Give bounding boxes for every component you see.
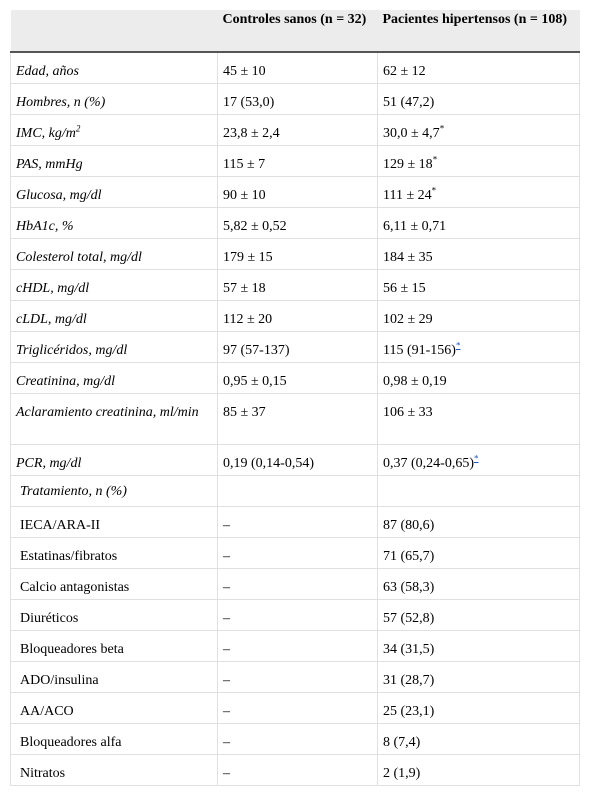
controls-value: 85 ± 37 bbox=[218, 393, 378, 444]
row-label: Aclaramiento creatinina, ml/min bbox=[11, 393, 218, 444]
clinical-characteristics-table bbox=[10, 10, 580, 786]
controls-value: 0,19 (0,14-0,54) bbox=[218, 444, 378, 475]
significance-marker: * bbox=[439, 122, 445, 133]
row-label: PAS, mmHg bbox=[11, 145, 218, 176]
row-label: Triglicéridos, mg/dl bbox=[11, 331, 218, 362]
table-row bbox=[11, 300, 580, 331]
table-header-row bbox=[11, 10, 580, 52]
row-label: Creatinina, mg/dl bbox=[11, 362, 218, 393]
patients-value: 30,0 ± 4,7 bbox=[383, 125, 440, 141]
controls-value: 0,95 ± 0,15 bbox=[218, 362, 378, 393]
patients-value: 57 (52,8) bbox=[378, 599, 580, 630]
table-row bbox=[11, 362, 580, 393]
controls-value: – bbox=[218, 537, 378, 568]
patients-value: 71 (65,7) bbox=[378, 537, 580, 568]
treatment-label: Bloqueadores alfa bbox=[11, 723, 218, 754]
controls-value: – bbox=[218, 506, 378, 537]
table-row bbox=[11, 176, 580, 207]
table-row bbox=[11, 207, 580, 238]
treatment-label: Nitratos bbox=[11, 754, 218, 785]
table-row bbox=[11, 568, 580, 599]
table-row bbox=[11, 238, 580, 269]
patients-value: 62 ± 12 bbox=[378, 52, 580, 83]
patients-value: 106 ± 33 bbox=[378, 393, 580, 444]
patients-value-cell bbox=[378, 331, 580, 362]
patients-value: 2 (1,9) bbox=[378, 754, 580, 785]
row-label-cell bbox=[11, 114, 218, 145]
patients-value: 34 (31,5) bbox=[378, 630, 580, 661]
treatment-label: ADO/insulina bbox=[11, 661, 218, 692]
treatment-label: Estatinas/fibratos bbox=[11, 537, 218, 568]
table-row bbox=[11, 692, 580, 723]
patients-value: 51 (47,2) bbox=[378, 83, 580, 114]
table-row bbox=[11, 444, 580, 475]
table-row bbox=[11, 599, 580, 630]
row-label: Colesterol total, mg/dl bbox=[11, 238, 218, 269]
table-row bbox=[11, 83, 580, 114]
patients-value: 184 ± 35 bbox=[378, 238, 580, 269]
patients-value: 0,37 (0,24-0,65) bbox=[383, 455, 474, 471]
controls-value: – bbox=[218, 599, 378, 630]
controls-value: 23,8 ± 2,4 bbox=[218, 114, 378, 145]
controls-value: 17 (53,0) bbox=[218, 83, 378, 114]
patients-value: 31 (28,7) bbox=[378, 661, 580, 692]
footnote-link[interactable]: * bbox=[474, 452, 479, 463]
controls-value: 115 ± 7 bbox=[218, 145, 378, 176]
table-row bbox=[11, 393, 580, 444]
controls-value: – bbox=[218, 723, 378, 754]
table-row bbox=[11, 145, 580, 176]
label-superscript: 2 bbox=[75, 122, 81, 133]
patients-value-cell bbox=[378, 114, 580, 145]
patients-value: 56 ± 15 bbox=[378, 269, 580, 300]
row-label: cLDL, mg/dl bbox=[11, 300, 218, 331]
table-row bbox=[11, 537, 580, 568]
header-controls: Controles sanos (n = 32) bbox=[218, 10, 378, 52]
controls-value: 90 ± 10 bbox=[218, 176, 378, 207]
patients-value: 129 ± 18 bbox=[383, 156, 433, 172]
treatment-label: Calcio antagonistas bbox=[11, 568, 218, 599]
patients-value: 115 (91-156) bbox=[383, 342, 456, 358]
patients-value: 25 (23,1) bbox=[378, 692, 580, 723]
controls-value: – bbox=[218, 661, 378, 692]
empty-cell bbox=[378, 475, 580, 506]
patients-value-cell bbox=[378, 176, 580, 207]
controls-value: 45 ± 10 bbox=[218, 52, 378, 83]
patients-value-cell bbox=[378, 444, 580, 475]
controls-value: 5,82 ± 0,52 bbox=[218, 207, 378, 238]
row-label: Edad, años bbox=[11, 52, 218, 83]
footnote-link[interactable]: * bbox=[455, 339, 461, 350]
row-label: cHDL, mg/dl bbox=[11, 269, 218, 300]
table-row bbox=[11, 269, 580, 300]
treatment-label: AA/ACO bbox=[11, 692, 218, 723]
significance-marker: * bbox=[431, 184, 437, 195]
treatment-label: Bloqueadores beta bbox=[11, 630, 218, 661]
controls-value: – bbox=[218, 630, 378, 661]
table-row bbox=[11, 114, 580, 145]
row-label: HbA1c, % bbox=[11, 207, 218, 238]
controls-value: 179 ± 15 bbox=[218, 238, 378, 269]
table-row bbox=[11, 52, 580, 83]
controls-value: 112 ± 20 bbox=[218, 300, 378, 331]
significance-marker: * bbox=[432, 153, 438, 164]
table-row bbox=[11, 723, 580, 754]
row-label: Glucosa, mg/dl bbox=[11, 176, 218, 207]
section-row bbox=[11, 475, 580, 506]
patients-value: 63 (58,3) bbox=[378, 568, 580, 599]
empty-cell bbox=[218, 475, 378, 506]
table-row bbox=[11, 661, 580, 692]
row-label: IMC, kg/m bbox=[16, 125, 76, 141]
row-label: Hombres, n (%) bbox=[11, 83, 218, 114]
row-label: PCR, mg/dl bbox=[11, 444, 218, 475]
patients-value: 8 (7,4) bbox=[378, 723, 580, 754]
patients-value: 111 ± 24 bbox=[383, 187, 432, 203]
table-row bbox=[11, 506, 580, 537]
patients-value-cell bbox=[378, 145, 580, 176]
controls-value: – bbox=[218, 568, 378, 599]
controls-value: – bbox=[218, 692, 378, 723]
treatment-label: Diuréticos bbox=[11, 599, 218, 630]
treatment-heading: Tratamiento, n (%) bbox=[11, 475, 218, 506]
treatment-label: IECA/ARA-II bbox=[11, 506, 218, 537]
controls-value: 57 ± 18 bbox=[218, 269, 378, 300]
table-row bbox=[11, 754, 580, 785]
controls-value: – bbox=[218, 754, 378, 785]
table-row bbox=[11, 331, 580, 362]
patients-value: 87 (80,6) bbox=[378, 506, 580, 537]
controls-value: 97 (57-137) bbox=[218, 331, 378, 362]
header-empty-cell bbox=[11, 10, 218, 52]
patients-value: 6,11 ± 0,71 bbox=[378, 207, 580, 238]
patients-value: 102 ± 29 bbox=[378, 300, 580, 331]
table-row bbox=[11, 630, 580, 661]
patients-value: 0,98 ± 0,19 bbox=[378, 362, 580, 393]
header-patients: Pacientes hipertensos (n = 108) bbox=[378, 10, 580, 52]
